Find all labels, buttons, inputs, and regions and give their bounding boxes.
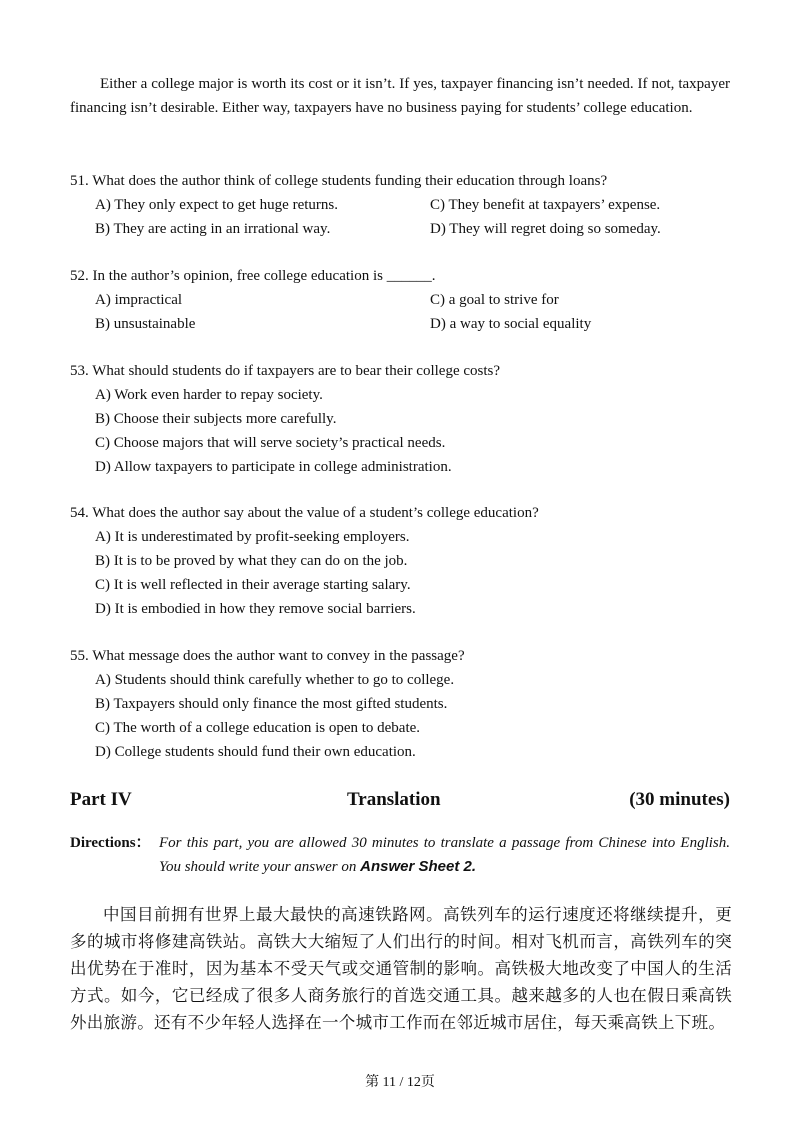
option-d: D) College students should fund their own education. (95, 744, 416, 760)
option-d: D) It is embodied in how they remove social barriers. (95, 601, 416, 617)
option-c: C) Choose majors that will serve society’s practical needs. (95, 435, 446, 451)
option-b: B) They are acting in an irrational way. (95, 221, 331, 237)
question-stem: 52. In the author’s opinion, free college education is ______. (70, 268, 436, 284)
option-b: B) It is to be proved by what they can do on the job. (95, 553, 408, 569)
part-title: Translation (347, 789, 441, 810)
option-b: B) unsustainable (95, 316, 196, 332)
part-label: Part IV (70, 789, 132, 810)
option-c: C) They benefit at taxpayers’ expense. (430, 197, 661, 213)
option-list (95, 288, 730, 336)
option-a: A) Work even harder to repay society. (95, 387, 323, 403)
option-a: A) impractical (95, 292, 183, 308)
option-c: C) a goal to strive for (430, 292, 559, 308)
option-c: C) The worth of a college education is open to debate. (95, 720, 421, 736)
question-stem: 53. What should students do if taxpayers are to bear their college costs? (70, 363, 501, 379)
question-55 (70, 644, 730, 764)
question-54 (70, 501, 730, 621)
option-list (95, 193, 730, 241)
question-51 (70, 169, 730, 241)
question-stem: 51. What does the author think of college students funding their education through loans? (70, 173, 608, 189)
directions-label: Directions： (70, 835, 151, 851)
option-a: A) Students should think carefully whether to go to college. (95, 672, 455, 688)
page-number: 第 11 / 12页 (365, 1075, 435, 1090)
option-c: C) It is well reflected in their average starting salary. (95, 577, 411, 593)
option-list (95, 668, 730, 764)
directions (70, 831, 730, 879)
option-b: B) Choose their subjects more carefully. (95, 411, 337, 427)
answer-sheet-reference: Answer Sheet 2. (360, 858, 477, 875)
directions-text (159, 831, 730, 879)
question-52 (70, 264, 730, 336)
question-stem: 55. What message does the author want to convey in the passage? (70, 648, 465, 664)
part-time: (30 minutes) (629, 789, 730, 810)
question-stem: 54. What does the author say about the value of a student’s college education? (70, 505, 539, 521)
chinese-passage: 中国目前拥有世界上最大最快的高速铁路网。高铁列车的运行速度还将继续提升，更多的城市将修建高铁站。高铁大大缩短了人们出行的时间。相对飞机而言，高铁列车的突出优势在于准时，因为基本不受天气或交通管制的影响。高铁极大地改变了中国人的生活方式。如今，它已经成了很多人商务旅行的首选交通工具。越来越多的人也在假日乘高铁外出旅游。还有不少年轻人选择在一个城市工作而在邻近城市居住，每天乘高铁上下班。 (70, 905, 732, 1032)
option-a: A) They only expect to get huge returns. (95, 197, 338, 213)
option-d: D) a way to social equality (430, 316, 592, 332)
question-53 (70, 359, 730, 479)
intro-paragraph: Either a college major is worth its cost or it isn’t. If yes, taxpayer financing isn’t needed. If not, taxpayer financing isn’t desirable. Either way, taxpayers have no business paying for students’ college education. (70, 76, 730, 116)
option-a: A) It is underestimated by profit-seeking employers. (95, 529, 410, 545)
option-d: D) They will regret doing so someday. (430, 221, 661, 237)
option-list (95, 525, 730, 621)
directions-body: For this part, you are allowed 30 minutes to translate a passage from Chinese into English. You should write your answer on (159, 835, 730, 875)
option-b: B) Taxpayers should only finance the most gifted students. (95, 696, 448, 712)
option-list (95, 383, 730, 479)
option-d: D) Allow taxpayers to participate in college administration. (95, 459, 452, 475)
part-header (70, 789, 730, 815)
